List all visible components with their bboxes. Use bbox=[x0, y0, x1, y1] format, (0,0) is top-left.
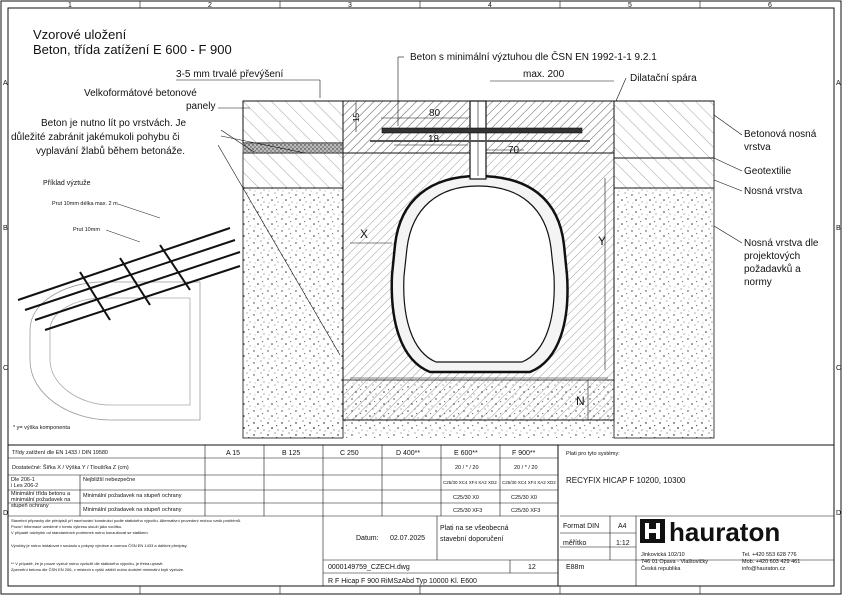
dim-70: 70 bbox=[508, 145, 520, 156]
pour-note-3: vyplavání žlabů během betonáže. bbox=[36, 146, 185, 157]
f-dims: 20 / * / 20 bbox=[514, 465, 538, 471]
note-4: Výrobky je nutno instalovat v souladu s pokyny výrobce a normou ČSN EN 1433 a dalšími předpisy. bbox=[11, 543, 188, 548]
sheet-number: 12 bbox=[528, 564, 536, 571]
table-header-left: Třídy zatížení dle EN 1433 / DIN 19580 bbox=[12, 450, 108, 456]
class-f900: F 900** bbox=[512, 450, 536, 457]
row-en206-1: Dle 206-1 bbox=[11, 477, 35, 483]
label-bearing-concrete-1: Betonová nosná bbox=[744, 129, 817, 140]
subgrade-bottom bbox=[243, 420, 714, 438]
note-3: V případě odchylek od standardních podmínek nutno konzultovat se statikem. bbox=[11, 530, 149, 535]
note-5: ** V případě, že je pouze výztuž nutno vyztužit dle statického výpočtu, je třeba upravit. bbox=[11, 561, 164, 566]
pour-note-2: důležité zabránit jakémukoli pohybu či bbox=[11, 132, 180, 143]
phone-2: Mob. +420 603 429 461 bbox=[742, 559, 801, 565]
dim-18: 18 bbox=[428, 134, 440, 145]
class-a15: A 15 bbox=[226, 450, 241, 457]
channel-inner bbox=[404, 186, 554, 362]
bearing-layer-left bbox=[243, 153, 343, 188]
label-bearing-req-3: požadavků a bbox=[744, 264, 801, 275]
rebar-bar bbox=[382, 128, 582, 133]
row-exposure-3: stupeň ochrany bbox=[11, 503, 49, 509]
f-exposure: C25/30 XC4 XF4 XA2 XD2 bbox=[502, 480, 556, 485]
rebar-cross-3 bbox=[160, 245, 190, 290]
product-line: R F Hicap F 900 RiMSzAbd Typ 10000 Kl. E600 bbox=[328, 578, 477, 585]
dim-x: X bbox=[360, 227, 369, 241]
class-b125: B 125 bbox=[282, 450, 301, 457]
label-overlay: 3-5 mm trvalé převýšení bbox=[176, 69, 284, 80]
note-6: Zpevnění betonu dle ČSN EN 206, v místech s vyšší zátěží nutno dodržet minimální krytí výztuže. bbox=[11, 567, 185, 572]
dim-max200: max. 200 bbox=[523, 69, 565, 80]
col-label-3: 3 bbox=[348, 2, 352, 9]
label-rebar-concrete: Beton s minimální výztuhou dle ČSN EN 1992-1-1 9.2.1 bbox=[410, 52, 657, 63]
label-panels-2: panely bbox=[186, 101, 216, 112]
row-label-a: A bbox=[3, 80, 8, 87]
e-xf3: C25/30 XF3 bbox=[453, 508, 483, 514]
note-1: Stavební připravky dle předpisů při navrhování konstrukcí podle statického výpočtu. Alternativní provedení mohou vznik problémů. bbox=[11, 518, 242, 523]
phone-1: Tel. +420 553 628 776 bbox=[742, 552, 797, 558]
systems-label: Plati pro tyto systémy: bbox=[566, 451, 620, 457]
class-e600: E 600** bbox=[454, 450, 478, 457]
f-x0: C25/30 X0 bbox=[511, 495, 537, 501]
row-label-c: C bbox=[3, 365, 9, 372]
footnote: * y= výška komponenta bbox=[13, 425, 71, 431]
row-label-b-right: B bbox=[836, 225, 841, 232]
date-label: Datum: bbox=[356, 535, 379, 542]
plan-note-2: stavební doporučení bbox=[440, 536, 504, 543]
concrete-base bbox=[343, 380, 614, 420]
email: info@hauraton.cz bbox=[742, 566, 786, 572]
note-2: Pozor! Informace uvedené v tomto výkresu slouží jako vodítko. bbox=[11, 524, 123, 529]
label-panels-1: Velkoformátové betonové bbox=[84, 88, 197, 99]
cross-section bbox=[243, 69, 714, 438]
scale-label: měřítko bbox=[563, 540, 587, 547]
row-nearest: Nejbližší nebezpečne bbox=[83, 477, 136, 483]
e-dims: 20 / * / 20 bbox=[455, 465, 479, 471]
label-geotextile: Geotextilie bbox=[744, 166, 792, 177]
title-line-2: Beton, třída zatížení E 600 - F 900 bbox=[33, 42, 232, 57]
row-exposure-2: minimální požadavek na bbox=[11, 497, 71, 503]
class-d400: D 400** bbox=[396, 450, 421, 457]
date-value: 02.07.2025 bbox=[390, 535, 426, 542]
row-dims-label: Dostatečné: Šířka X / Výška Y / Tloušťka Z (cm) bbox=[12, 465, 129, 471]
dim-y: Y bbox=[598, 234, 607, 248]
row-label-d-right: D bbox=[836, 510, 842, 517]
label-bearing-req-1: Nosná vrstva dle bbox=[744, 238, 819, 249]
row-label-c-right: C bbox=[836, 365, 842, 372]
col-label-4: 4 bbox=[488, 2, 492, 9]
row-min-env: Minimální požadavek na stupeň ochrany bbox=[83, 493, 182, 499]
rebar-long-4 bbox=[45, 266, 240, 330]
rebar-example-sketch bbox=[13, 180, 240, 431]
e-exposure: C25/30 XC4 XF4 XA2 XD2 bbox=[443, 480, 497, 485]
rebar-bar-under bbox=[370, 140, 590, 142]
row-exposure-1: Minimální třída betonu a bbox=[11, 491, 71, 497]
label-bearing-req-4: normy bbox=[744, 277, 772, 288]
geotextile-left bbox=[243, 143, 343, 153]
scale-value: 1:12 bbox=[616, 540, 630, 547]
label-bearing-layer: Nosná vrstva bbox=[744, 186, 803, 197]
title-line-1: Vzorové uložení bbox=[33, 27, 127, 42]
rebar-example-label: Příklad výztuže bbox=[43, 180, 91, 187]
row-en206-2: i Les 206-2 bbox=[11, 483, 39, 489]
panel-left bbox=[243, 101, 343, 143]
subgrade-left bbox=[243, 188, 343, 438]
hauraton-logo bbox=[640, 517, 780, 547]
label-bearing-req-2: projektových bbox=[744, 251, 801, 262]
panel-right bbox=[614, 101, 714, 158]
format-value: A4 bbox=[618, 523, 627, 530]
dim-80: 80 bbox=[429, 108, 441, 119]
pour-note-1: Beton je nutno lít po vrstvách. Je bbox=[41, 118, 187, 129]
format-label: Format DIN bbox=[563, 523, 600, 530]
revision: E88m bbox=[566, 564, 585, 571]
label-bearing-concrete-2: vrstva bbox=[744, 142, 771, 153]
subgrade-right bbox=[614, 188, 714, 438]
f-xf3: C25/30 XF3 bbox=[511, 508, 541, 514]
e-x0: C25/30 X0 bbox=[453, 495, 479, 501]
col-label-2: 2 bbox=[208, 2, 212, 9]
row-label-b: B bbox=[3, 225, 8, 232]
col-label-6: 6 bbox=[768, 2, 772, 9]
systems-value: RECYFIX HICAP F 10200, 10300 bbox=[566, 476, 686, 485]
class-c250: C 250 bbox=[340, 450, 359, 457]
bearing-layer-right bbox=[614, 158, 714, 188]
rebar-tag-2: Prut 10mm bbox=[73, 227, 100, 233]
rebar-cage-outline bbox=[30, 282, 200, 420]
plan-note-1: Plati na se všeobecná bbox=[440, 525, 509, 532]
brand-text: hauraton bbox=[669, 517, 781, 547]
drawing-number: 0000149759_CZECH.dwg bbox=[328, 564, 410, 571]
address-2: 746 01 Opava - Vlaštovičky bbox=[641, 559, 708, 565]
dim-n: N bbox=[576, 394, 585, 408]
label-expansion-joint: Dilatační spára bbox=[630, 73, 697, 84]
rebar-tag-1: Prut 10mm délka max. 2 m bbox=[52, 201, 118, 207]
row-label-a-right: A bbox=[836, 80, 841, 87]
title-block bbox=[8, 445, 834, 586]
address-1: Jinkovická 102/10 bbox=[641, 552, 685, 558]
rebar-cage-ring bbox=[50, 298, 190, 405]
col-label-5: 5 bbox=[628, 2, 632, 9]
address-3: Česká republika bbox=[641, 566, 681, 572]
row-label-d: D bbox=[3, 510, 9, 517]
dim-15: 15 bbox=[352, 113, 361, 122]
row-min-env-2: Minimální požadavek na stupeň ochrany bbox=[83, 507, 182, 513]
col-label-1: 1 bbox=[68, 2, 72, 9]
